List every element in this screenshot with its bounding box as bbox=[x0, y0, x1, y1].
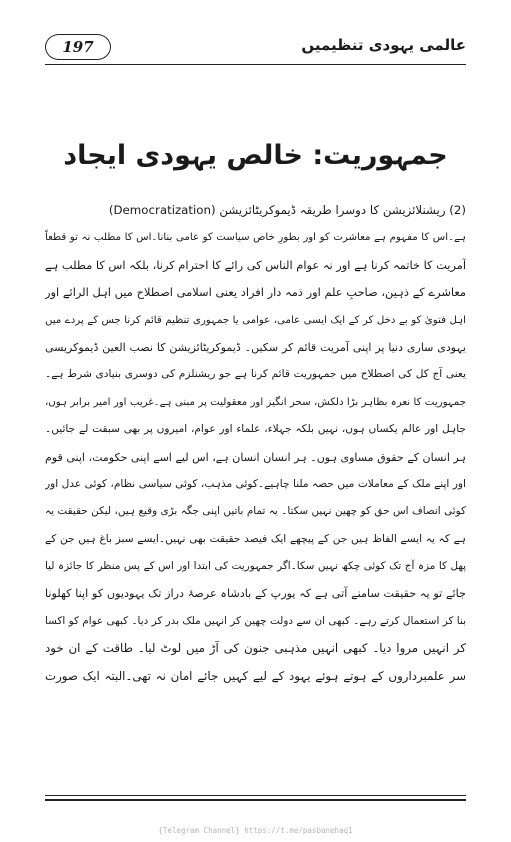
footer-rule-thin bbox=[45, 795, 466, 796]
text-line: بنا کر استعمال کرتے رہے۔ کبھی ان سے دولت چھین کر انہیں ملک بدر کر دیا۔ کبھی عوام کو اکسا bbox=[45, 614, 466, 627]
text-line: کوئی انصاف اس حق کو چھین نہیں سکتا۔ یہ تمام باتیں اپنی جگہ بڑی وقیع ہیں، لیکن حقیقت یہ bbox=[45, 505, 466, 518]
text-line: (2) ریشنلائزیشن کا دوسرا طریقہ ڈیموکریٹائزیشن (Democratization) bbox=[108, 203, 466, 217]
footer-rule-thick bbox=[45, 799, 466, 801]
text-line: معاشرے کے ذہین، صاحبِ علم اور ذمہ دار افراد یعنی اسلامی اصطلاح میں اہل الرائے اور bbox=[45, 285, 466, 300]
text-line: سر علمبرداروں کے ہوتے ہوئے یہود کے لیے کہیں جائے امان نہ تھی۔البتہ ایک صورت bbox=[45, 668, 466, 683]
text-line: ہے کہ یہ ایسے الفاظ ہیں جن کے پیچھے ایک فیصد حقیقت بھی نہیں۔ایسے سبز باغ ہیں جن کے bbox=[45, 532, 466, 545]
running-title: عالمی یہودی تنظیمیں bbox=[301, 36, 466, 54]
text-line: جمہوریت کا نعرہ بظاہر بڑا دلکش، سحر انگیز اور معقولیت پر مبنی ہے۔غریب اور امیر برابر ہوں، bbox=[45, 396, 466, 408]
page-number: 197 bbox=[62, 38, 94, 56]
chapter-title: جمہوریت: خالص یہودی ایجاد bbox=[63, 140, 448, 171]
text-line: اہل فتویٰ کو بے دخل کر کے ایک ایسی عامی، عوامی یا جمہوری تنظیم قائم کرنا جس کے پردے میں bbox=[45, 314, 466, 326]
text-line: جائے تو یہ حقیقت سامنے آتی ہے کہ یورپ کے بادشاہ عرصۂ دراز تک یہودیوں کو اپنا کھلونا bbox=[45, 587, 466, 601]
text-line: جاہل اور عالم یکساں ہوں، نہیں بلکہ جہلاء، علماء اور عوام، امیروں پر بھی سبقت لے جائیں۔ bbox=[45, 423, 466, 436]
watermark: {Telegram Channel} https://t.me/pasbanehaq1 bbox=[158, 826, 353, 835]
text-line: یعنی آج کل کی اصطلاح میں جمہوریت قائم کرنا ہے جو ریشنلزم کی دوسری بنیادی شرط ہے۔ bbox=[45, 368, 466, 381]
body-text bbox=[45, 197, 466, 690]
text-line: ہر انسان کے حقوق مساوی ہوں۔ ہر انسان انسان ہے، اس لیے اسے اپنی حکومت، اپنی قوم bbox=[45, 450, 466, 464]
text-line: یہودی ساری دنیا پر اپنی آمریت قائم کر سکیں۔ ڈیموکریٹائزیشن کا نصب العین ڈیموکریسی bbox=[45, 340, 466, 354]
text-line: آمریت کا خاتمہ کرنا ہے اور نہ عوام الناس کی رائے کا احترام کرنا، بلکہ اس کا مطلب ہے bbox=[45, 257, 466, 272]
text-line: ہے۔اس کا مفہوم ہے معاشرت کو اور بطورِ خاص سیاست کو عامی بنانا۔اس کا مطلب نہ تو قطعاً bbox=[45, 232, 466, 244]
text-line: اور اپنے ملک کے معاملات میں حصہ ملنا چاہیے۔کوئی مذہب، کوئی سیاسی نظام، کوئی عدل اور bbox=[45, 477, 466, 490]
header-rule bbox=[45, 64, 466, 65]
page-header bbox=[45, 34, 466, 64]
text-line: پھل کا مزہ آج تک کوئی چکھ نہیں سکا۔اگر جمہوریت کی ابتدا اور اس کے پس منظر کا جائزہ لیا bbox=[45, 560, 466, 573]
page-number-badge bbox=[45, 34, 111, 60]
text-line: کر انہیں مروا دیا۔ کبھی انہیں مذہبی جنون کی آڑ میں لوٹ لیا۔ طاقت کے ان خود bbox=[45, 641, 466, 656]
